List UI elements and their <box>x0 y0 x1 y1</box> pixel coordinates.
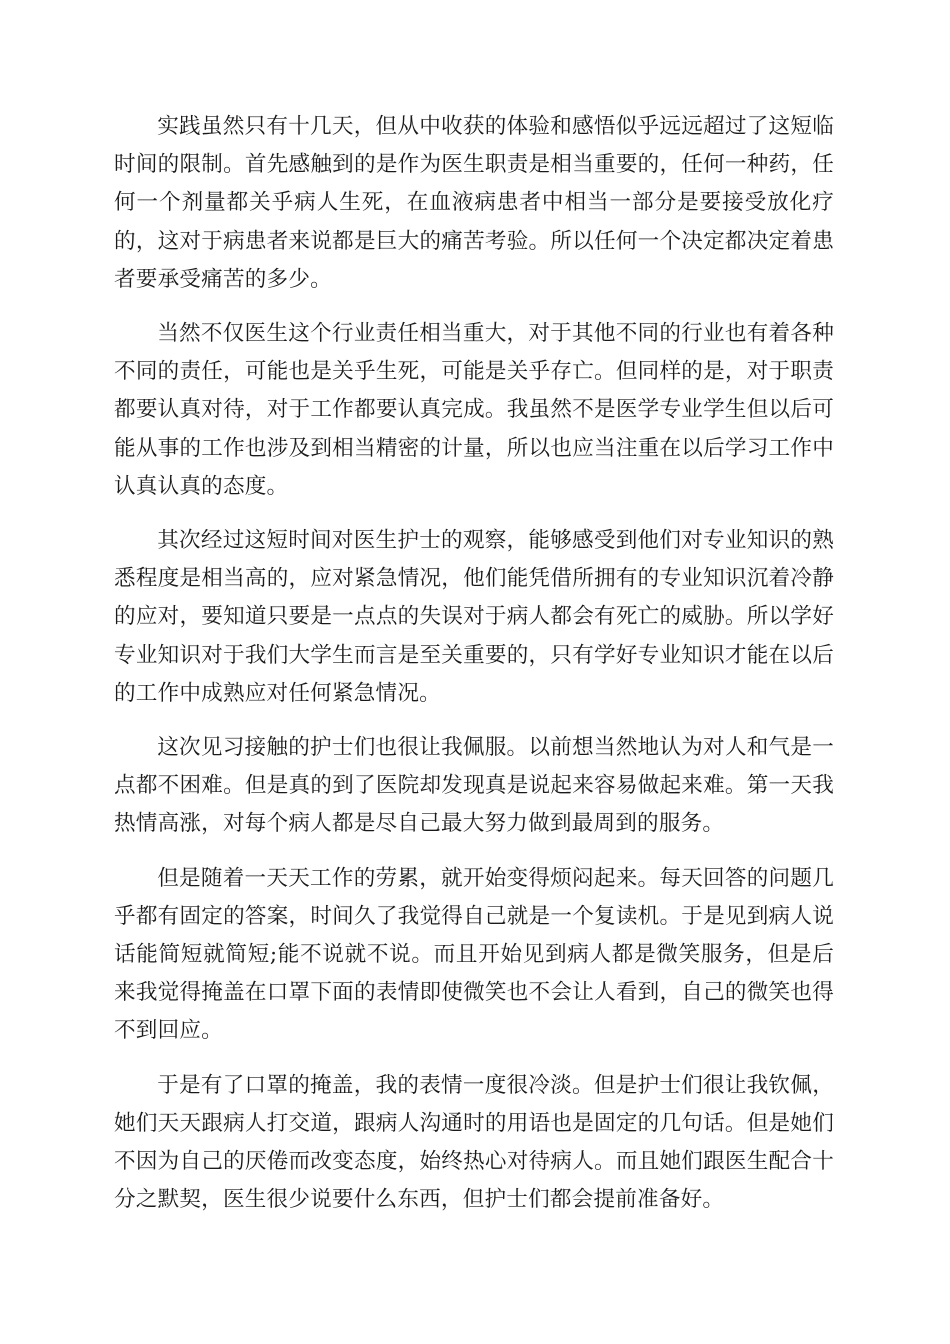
paragraph-5: 但是随着一天天工作的劳累，就开始变得烦闷起来。每天回答的问题几乎都有固定的答案，时间久了我觉得自己就是一个复读机。于是见到病人说话能简短就简短;能不说就不说。而且开始见到病人都是微笑服务，但是后来我觉得掩盖在口罩下面的表情即使微笑也不会让人看到，自己的微笑也得不到回应。 <box>114 865 834 1044</box>
paragraph-4: 这次见习接触的护士们也很让我佩服。以前想当然地认为对人和气是一点都不困难。但是真的到了医院却发现真是说起来容易做起来难。第一天我热情高涨，对每个病人都是尽自己最大努力做到最周到的服务。 <box>114 735 834 837</box>
document-body <box>114 108 834 1235</box>
paragraph-1: 实践虽然只有十几天，但从中收获的体验和感悟似乎远远超过了这短临时间的限制。首先感触到的是作为医生职责是相当重要的，任何一种药，任何一个剂量都关乎病人生死，在血液病患者中相当一部分是要接受放化疗的，这对于病患者来说都是巨大的痛苦考验。所以任何一个决定都决定着患者要承受痛苦的多少。 <box>114 114 834 292</box>
paragraph-3: 其次经过这短时间对医生护士的观察，能够感受到他们对专业知识的熟悉程度是相当高的，应对紧急情况，他们能凭借所拥有的专业知识沉着冷静的应对，要知道只要是一点点的失误对于病人都会有死亡的威胁。所以学好专业知识对于我们大学生而言是至关重要的，只有学好专业知识才能在以后的工作中成熟应对任何紧急情况。 <box>114 528 834 706</box>
paragraph-6: 于是有了口罩的掩盖，我的表情一度很冷淡。但是护士们很让我钦佩，她们天天跟病人打交道，跟病人沟通时的用语也是固定的几句话。但是她们不因为自己的厌倦而改变态度，始终热心对待病人。而且她们跟医生配合十分之默契，医生很少说要什么东西，但护士们都会提前准备好。 <box>114 1072 834 1213</box>
paragraph-2: 当然不仅医生这个行业责任相当重大，对于其他不同的行业也有着各种不同的责任，可能也是关乎生死，可能是关乎存亡。但同样的是，对于职责都要认真对待，对于工作都要认真完成。我虽然不是医学专业学生但以后可能从事的工作也涉及到相当精密的计量，所以也应当注重在以后学习工作中认真认真的态度。 <box>114 321 834 499</box>
